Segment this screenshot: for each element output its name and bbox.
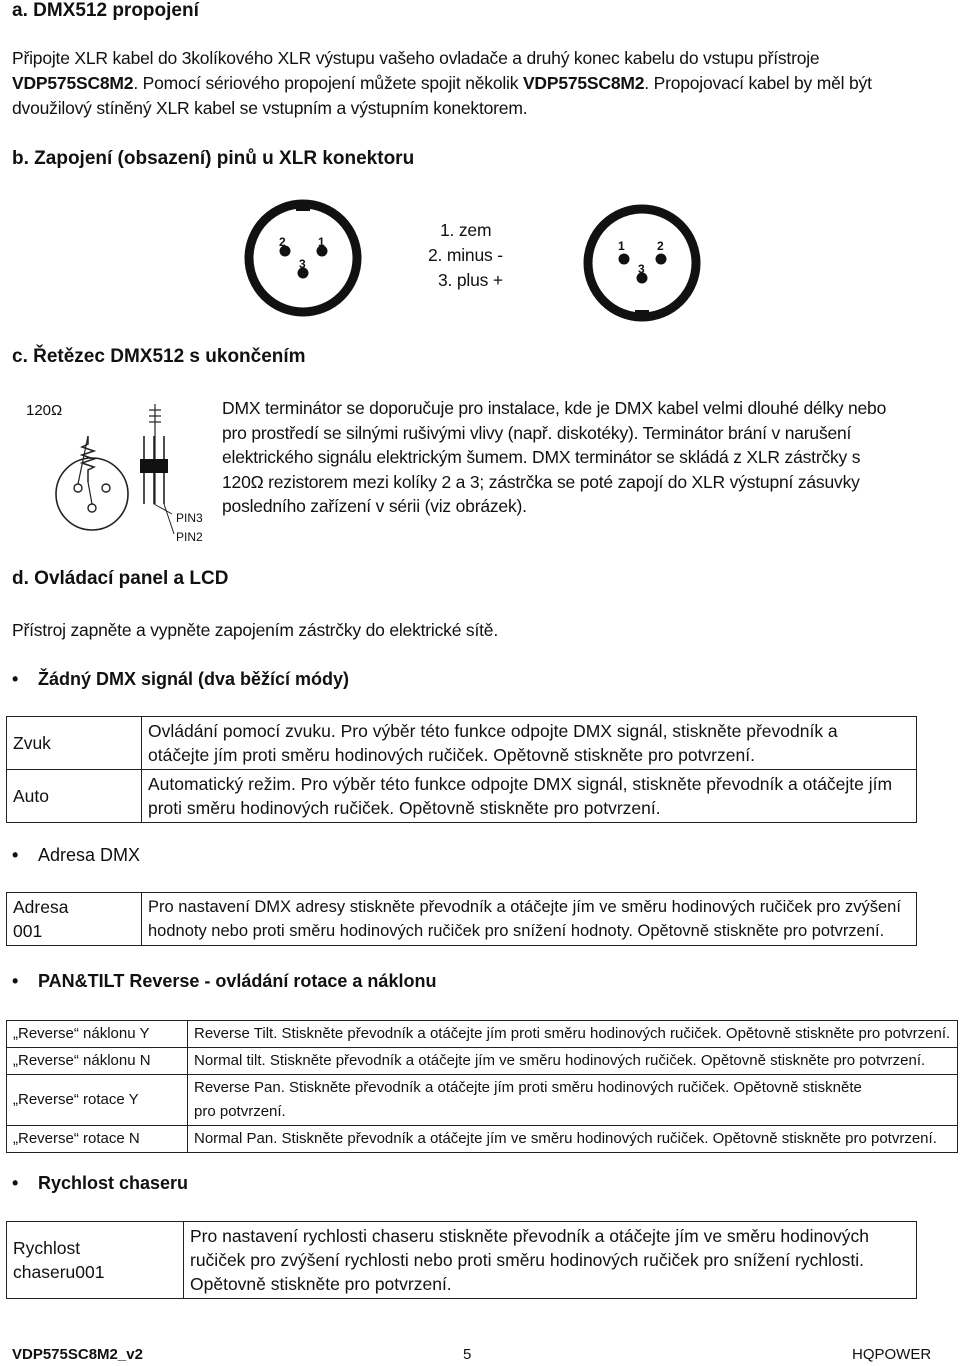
xlr-left-pin-2-label: 2 [279, 235, 286, 249]
mode-cell: Zvuk [7, 717, 142, 770]
bullet-no-dmx [12, 669, 349, 690]
pan-tilt-mode-cell: „Reverse“ rotace Y [7, 1075, 188, 1126]
table-row [7, 1075, 958, 1126]
resistor-label: 120Ω [26, 402, 63, 419]
table-row [7, 717, 917, 770]
table-row [7, 770, 917, 823]
xlr-right-pin-3-label: 3 [638, 262, 645, 276]
pin-legend [428, 218, 503, 293]
section-a-line-2: VDP575SC8M2. Pomocí sériového propojení můžete spojit několik VDP575SC8M2. Propojovací kabel by měl být [12, 73, 872, 93]
bullet-dmx-address-label: Adresa DMX [38, 845, 141, 865]
chaser-desc-cell: Pro nastavení rychlosti chaseru stiskněte převodník a otáčejte jím ve směru hodinových ručiček pro zvýšení rychlosti nebo proti směru hodinových ručiček pro snížení rychlosti. Opětovně stiskněte pro potvrzení. [184, 1222, 917, 1299]
address-desc-cell: Pro nastavení DMX adresy stiskněte převodník a otáčejte jím ve směru hodinových ručiček pro zvýšení hodnoty nebo proti směru hodinových ručiček pro snížení hodnoty. Opětovně stiskněte pro potvrzení. [142, 893, 917, 946]
footer-brand: HQPOWER [852, 1346, 932, 1363]
mode-table [6, 716, 917, 823]
pan-tilt-table [6, 1020, 958, 1153]
mode-desc-cell: Ovládání pomocí zvuku. Pro výběr této funkce odpojte DMX signál, stiskněte převodník a otáčejte jím proti směru hodinových ručiček. Opětovně stiskněte pro potvrzení. [142, 717, 917, 770]
pan-tilt-mode-cell: „Reverse“ náklonu Y [7, 1021, 188, 1048]
pin2-label: PIN2 [176, 530, 203, 544]
pin-legend-2: 2. minus - [428, 245, 503, 265]
table-row [7, 1126, 958, 1153]
pin-legend-3: 3. plus + [438, 270, 503, 290]
section-c-heading: c. Řetězec DMX512 s ukončením [12, 346, 306, 367]
address-table [6, 892, 917, 946]
pin3-label: PIN3 [176, 511, 203, 525]
pan-tilt-desc-cell: Normal Pan. Stiskněte převodník a otáčejte jím ve směru hodinových ručiček. Opětovně stiskněte pro potvrzení. [188, 1126, 958, 1153]
section-d-heading: d. Ovládací panel a LCD [12, 568, 229, 589]
pan-tilt-desc-cell: Reverse Tilt. Stiskněte převodník a otáčejte jím proti směru hodinových ručiček. Opětovně stiskněte pro potvrzení. [188, 1021, 958, 1048]
bullet-dot-icon: • [12, 845, 19, 865]
section-b-heading: b. Zapojení (obsazení) pinů u XLR konektoru [12, 148, 415, 169]
xlr-left-connector-icon [244, 199, 362, 317]
pan-tilt-mode-cell: „Reverse“ náklonu N [7, 1048, 188, 1075]
bullet-dot-icon: • [12, 669, 19, 689]
bullet-pan-tilt [12, 971, 436, 992]
bullet-no-dmx-label: Žádný DMX signál (dva běžící módy) [38, 669, 350, 689]
section-c-line-2: pro prostředí se silnými rušivými vlivy (např. diskotéky). Terminátor brání v narušení [222, 422, 852, 443]
section-a-line-1: Připojte XLR kabel do 3kolíkového XLR výstupu vašeho ovladače a druhý konec kabelu do vstupu přístroje [12, 48, 820, 68]
xlr-right-pin-1-label: 1 [618, 239, 625, 253]
pan-tilt-mode-cell: „Reverse“ rotace N [7, 1126, 188, 1153]
table-row [7, 1222, 917, 1299]
pan-tilt-desc-cell: Reverse Pan. Stiskněte převodník a otáčejte jím proti směru hodinových ručiček. Opětovně stiskněte pro potvrzení. [188, 1075, 958, 1126]
section-c-paragraph [222, 396, 952, 519]
chaser-table [6, 1221, 917, 1299]
table-row [7, 1021, 958, 1048]
footer-page-number: 5 [463, 1346, 472, 1363]
section-c-line-1: DMX terminátor se doporučuje pro instalace, kde je DMX kabel velmi dlouhé délky nebo [222, 398, 887, 418]
bullet-dot-icon: • [12, 971, 19, 991]
table-row [7, 893, 917, 946]
section-c-line-5: posledního zařízení v sérii (viz obrázek). [222, 496, 527, 516]
section-a-heading: a. DMX512 propojení [12, 0, 199, 21]
xlr-left-pin-3-label: 3 [299, 257, 306, 271]
chaser-mode-cell: Rychlost chaseru001 [7, 1222, 184, 1299]
table-row [7, 1048, 958, 1075]
section-a-paragraph [12, 46, 952, 121]
xlr-right-pin-2-label: 2 [657, 239, 664, 253]
bullet-pan-tilt-label: PAN&TILT Reverse - ovládání rotace a náklonu [38, 971, 437, 991]
bullet-dmx-address [12, 845, 140, 866]
address-mode-cell: Adresa 001 [7, 893, 142, 946]
footer-model: VDP575SC8M2_v2 [12, 1346, 143, 1363]
xlr-left-pin-1-label: 1 [318, 235, 325, 249]
bullet-dot-icon: • [12, 1173, 19, 1193]
mode-desc-cell: Automatický režim. Pro výběr této funkce odpojte DMX signál, stiskněte převodník a otáčejte jím proti směru hodinových ručiček. Opětovně stiskněte pro potvrzení. [142, 770, 917, 823]
bullet-chaser-speed [12, 1173, 188, 1194]
section-c-line-3: elektrického signálu elektrickým šumem. DMX terminátor se skládá z XLR zástrčky s [222, 447, 861, 467]
section-d-intro: Přístroj zapněte a vypněte zapojením zástrčky do elektrické sítě. [12, 620, 498, 640]
mode-cell: Auto [7, 770, 142, 823]
xlr-right-connector-icon [583, 204, 701, 322]
bullet-chaser-speed-label: Rychlost chaseru [38, 1173, 189, 1193]
section-a-line-3: dvoužilový stíněný XLR kabel se vstupním a výstupním konektorem. [12, 98, 528, 118]
pan-tilt-desc-cell: Normal tilt. Stiskněte převodník a otáčejte jím ve směru hodinových ručiček. Opětovně stiskněte pro potvrzení. [188, 1048, 958, 1075]
dmx-terminator-diagram [22, 396, 212, 546]
section-c-line-4: 120Ω rezistorem mezi kolíky 2 a 3; zástrčka se poté zapojí do XLR výstupní zásuvky [222, 471, 860, 492]
pin-legend-1: 1. zem [440, 220, 492, 240]
